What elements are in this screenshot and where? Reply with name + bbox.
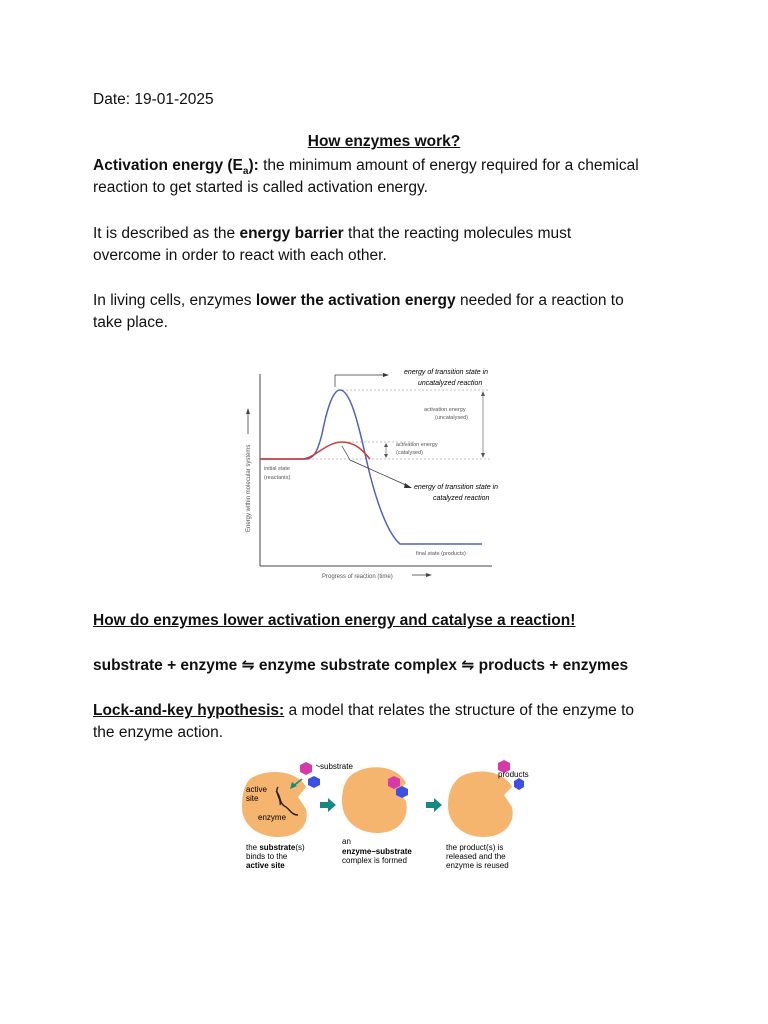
label-active-site-2: site xyxy=(246,794,259,803)
caption-3-line3: enzyme is reused xyxy=(446,861,509,870)
y-axis-label: Energy within molecular systems xyxy=(246,444,252,532)
caption-1-line2: binds to the xyxy=(246,852,288,861)
step-arrow-2[interactable] xyxy=(426,798,442,812)
caption-3-line1: the product(s) is xyxy=(446,843,504,852)
lock-key-definition-line2: the enzyme action. xyxy=(93,724,224,741)
substrate-hex-blue xyxy=(308,776,320,788)
label-ea-uncatalysed-2: (uncatalysed) xyxy=(435,415,469,421)
caption-3-line2: released and the xyxy=(446,852,506,861)
label-initial-state-2: (reactants) xyxy=(264,475,291,481)
label-initial-state-1: initial state xyxy=(264,466,290,472)
living-cells-paragraph-line2: take place. xyxy=(93,314,168,331)
activation-energy-diagram xyxy=(240,362,500,587)
caption-1-line1: the substrate(s) xyxy=(246,843,305,852)
label-ts-uncatalysed-1: energy of transition state in xyxy=(404,369,489,376)
caption-2-line3: complex is formed xyxy=(342,856,407,865)
label-final-state: final state (products) xyxy=(416,551,466,557)
lock-and-key-diagram xyxy=(238,757,538,882)
enzyme-shape-3 xyxy=(448,772,513,837)
label-ea-uncatalysed-1: activation energy xyxy=(424,407,466,413)
label-substrate: substrate xyxy=(320,762,353,771)
activation-energy-term: Activation energy $(E_a)$: xyxy=(93,157,259,178)
enzyme-shape-1 xyxy=(242,772,307,837)
label-ea-catalysed-1: activation energy xyxy=(396,442,438,448)
label-enzyme: enzyme xyxy=(258,813,287,822)
product-hex-blue xyxy=(514,778,524,790)
label-ts-catalysed-1: energy of transition state in xyxy=(414,484,499,491)
label-active-site-1: active xyxy=(246,785,267,794)
living-cells-paragraph: In living cells, enzymes lower the activation energy needed for a reaction to xyxy=(93,292,624,309)
substrate-hex-magenta xyxy=(300,762,312,775)
section-heading: How do enzymes lower activation energy and catalyse a reaction! xyxy=(93,612,576,629)
caption-2-line2: enzyme–substrate xyxy=(342,847,412,856)
x-axis-label: Progress of reaction (time) xyxy=(322,574,393,580)
label-ea-catalysed-2: (catalysed) xyxy=(396,450,423,456)
activation-energy-definition: Activation energy $(E_a)$: the minimum amount of energy required for a chemical xyxy=(93,157,639,178)
lock-key-definition: Lock-and-key hypothesis: a model that relates the structure of the enzyme to xyxy=(93,702,635,719)
label-products: products xyxy=(498,770,529,779)
energy-barrier-paragraph: It is described as the energy barrier that the reacting molecules must xyxy=(93,225,572,242)
page-title: How enzymes work? xyxy=(307,133,461,150)
caption-1-line3: active site xyxy=(246,861,285,870)
step-arrow-1[interactable] xyxy=(320,798,336,812)
enzyme-shape-2 xyxy=(342,767,407,833)
label-ts-uncatalysed-2: uncatalyzed reaction xyxy=(418,380,483,387)
label-ts-catalysed-2: catalyzed reaction xyxy=(433,495,490,502)
activation-energy-definition-line2: reaction to get started is called activation energy. xyxy=(93,179,428,196)
reaction-equation: substrate + enzyme ⇋ enzyme substrate complex ⇋ products + enzymes xyxy=(93,657,629,674)
document-date: Date: 19-01-2025 xyxy=(93,91,214,108)
caption-2-line1: an xyxy=(342,837,351,846)
energy-barrier-paragraph-line2: overcome in order to react with each other. xyxy=(93,247,387,264)
